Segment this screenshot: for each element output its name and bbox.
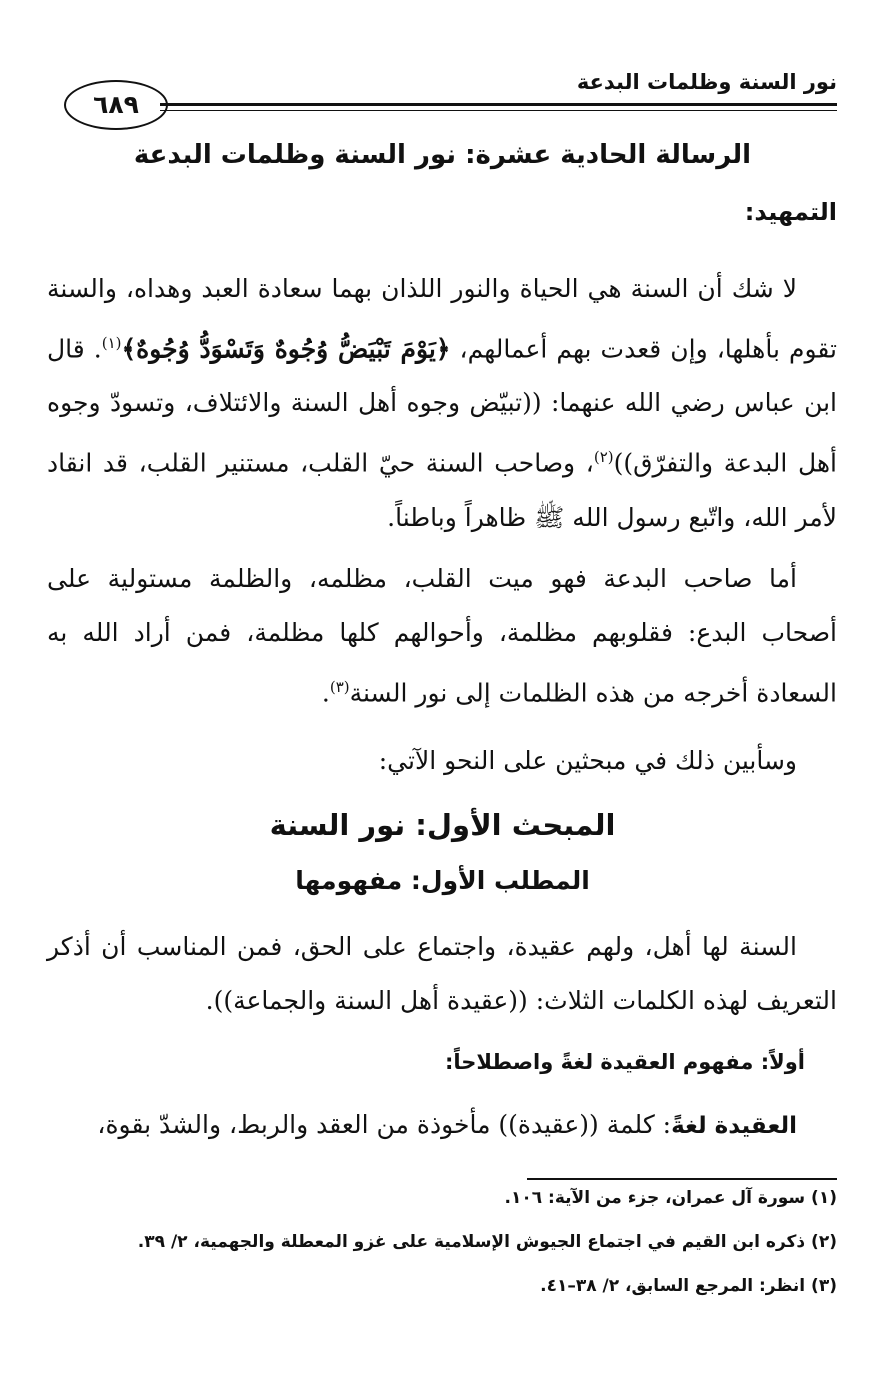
text-segment: . قال ابن عباس رضي الله عنهما: ((تبيّض وجوه أهل السنة والائتلاف، وتسودّ وجوه أهل البدعة والتفرّق)) <box>47 334 838 478</box>
footnote-1: (١) سورة آل عمران، جزء من الآية: ١٠٦. <box>504 1188 837 1208</box>
footnote-ref: (١) <box>101 334 122 352</box>
header-rule <box>160 103 837 106</box>
intro-heading: التمهيد: <box>744 198 837 226</box>
footnote-ref: (٢) <box>593 448 614 467</box>
paragraph-bid-ah-text <box>47 552 837 720</box>
paragraph-definition-intro-text: السنة لها أهل، ولهم عقيدة، واجتماع على الحق، فمن المناسب أن أذكر التعريف لهذه الكلمات الثلاث: ((عقيدة أهل السنة والجماعة)). <box>47 932 837 1015</box>
paragraph-bid-ah <box>47 552 837 720</box>
text-segment: ، وصاحب السنة حيّ القلب، مستنير القلب، قد انقاد لأمر الله، واتّبع رسول الله ﷺ ظاهراً وباطناً. <box>47 448 837 532</box>
running-title: نور السنة وظلمات البدعة <box>576 70 837 94</box>
footnote-2: (٢) ذكره ابن القيم في اجتماع الجيوش الإسلامية على غزو المعطلة والجهمية، ٢/ ٣٩. <box>137 1232 837 1252</box>
paragraph-plan <box>47 734 837 788</box>
footnote-ref: (٣) <box>329 678 350 696</box>
page-number: ٦٨٩ <box>64 80 168 130</box>
text-segment: . <box>321 678 330 708</box>
header-rule-thin <box>160 110 837 111</box>
text-segment: لا شك أن السنة هي الحياة والنور اللذان بهما سعادة العبد وهداه، والسنة تقوم بأهلها، وإن قعدت بهم أعمالهم، <box>47 274 837 364</box>
footnote-3: (٣) انظر: المرجع السابق، ٢/ ٣٨–٤١. <box>540 1276 837 1296</box>
paragraph-aqidah-text <box>47 1098 837 1153</box>
section-title: المبحث الأول: نور السنة <box>269 808 616 842</box>
text-segment: أما صاحب البدعة فهو ميت القلب، مظلمه، والظلمة مستولية على أصحاب البدع: فقلوبهم مظلمة، وأحوالهم كلها مظلمة، فمن أراد الله به السعادة أخرجه من هذه الظلمات إلى نور السنة <box>47 564 837 708</box>
quran-verse: ﴿يَوْمَ تَبْيَضُّ وُجُوهٌ وَتَسْوَدُّ وُجُوهٌ﴾ <box>121 334 451 364</box>
defined-term: العقيدة لغةً <box>671 1113 797 1139</box>
subsection-title: المطلب الأول: مفهومها <box>295 866 590 895</box>
paragraph-definition-intro <box>47 920 837 1028</box>
paragraph-aqidah-linguistic <box>47 1098 837 1153</box>
text-segment: : كلمة ((عقيدة)) مأخوذة من العقد والربط، والشدّ بقوة، <box>97 1110 672 1139</box>
paragraph-intro <box>47 262 837 545</box>
paragraph-intro-text <box>47 262 837 545</box>
footnote-separator <box>527 1178 837 1180</box>
chapter-title: الرسالة الحادية عشرة: نور السنة وظلمات البدعة <box>133 140 752 170</box>
point-heading: أولاً: مفهوم العقيدة لغةً واصطلاحاً: <box>444 1050 805 1074</box>
paragraph-plan-text: وسأبين ذلك في مبحثين على النحو الآتي: <box>378 746 797 775</box>
